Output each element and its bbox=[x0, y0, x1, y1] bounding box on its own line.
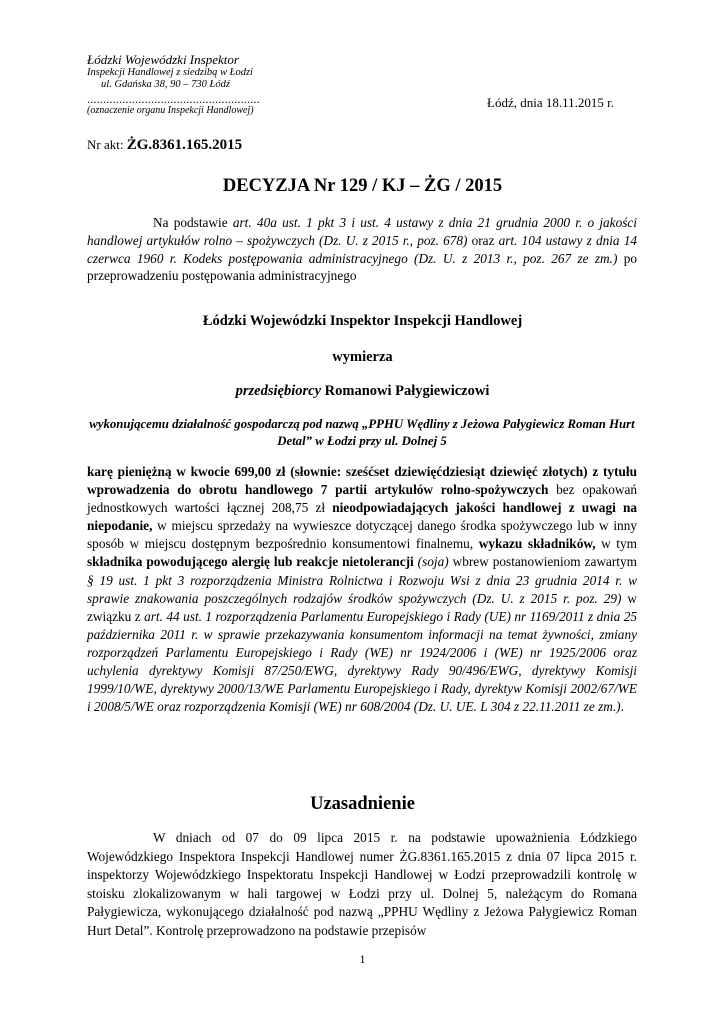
business-description: wykonującemu działalność gospodarczą pod nazwą „PPHU Wędliny z Jeżowa Pałygiewicz Roman Hurt Detal” w Łodzi przy ul. Dolnej 5 bbox=[89, 417, 635, 448]
penalty-ingredients: wykazu składników, bbox=[478, 536, 596, 552]
penalty-soy: (soja) bbox=[413, 554, 449, 570]
imposes-heading: wymierza bbox=[332, 349, 393, 365]
penalty-regulation-2: art. 44 ust. 1 rozporządzenia Parlamentu Europejskiego i Rady (UE) nr 1169/2011 z dnia 25 października 2011 r. w sprawie przekazywania konsumentom informacji na temat żywności, zmiany rozporządzeń Parlamentu Europejskiego i Rady (WE) nr 1924/2006 i (WE) nr 1925/2006 oraz uchylenia dyrektywy Komisji 87/250/EWG, dyrektywy Rady 90/496/EWG, dyrektywy Komisji 1999/10/WE, dyrektywy 2000/13/WE Parlamentu Europejskiego i Rady, dyrektyw Komisji 2002/67/WE i 2008/5/WE oraz rozporządzenia Komisji (WE) nr 608/2004 (Dz. U. UE. L 304 z 22.11.2011 ze zm.) bbox=[87, 608, 637, 715]
header-caption: (oznaczenie organu Inspekcji Handlowej) bbox=[87, 105, 254, 116]
page-number: 1 bbox=[359, 952, 366, 966]
intro-text-3: oraz bbox=[467, 232, 499, 248]
penalty-regulation-1: § 19 ust. 1 pkt 3 rozporządzenia Ministra Rolnictwa i Rozwoju Wsi z dnia 23 grudnia 2014 r. w sprawie znakowania poszczególnych rodzajów środków spożywczych (Dz. U. z 2015 r. poz. 29) bbox=[87, 572, 637, 606]
entrepreneur-label: przedsiębiorcy bbox=[235, 383, 322, 399]
intro-text-1: Na podstawie bbox=[153, 215, 233, 230]
intro-legal-basis-2: art. 104 ustawy z dnia 14 czerwca 1960 r. Kodeks postępowania administracyjnego (Dz. U. z 2013 r., poz. 267 ze zm.) bbox=[87, 232, 637, 266]
penalty-paragraph bbox=[87, 463, 637, 716]
justification-title: Uzasadnienie bbox=[310, 794, 415, 814]
header-seat-line: Inspekcji Handlowej z siedzibą w Łodzi bbox=[87, 67, 253, 78]
justification-text: W dniach od 07 do 09 lipca 2015 r. na podstawie upoważnienia Łódzkiego Wojewódzkiego Inspektora Inspekcji Handlowej numer ŻG.8361.165.2015 z dnia 07 lipca 2015 r. inspektorzy Wojewódzkiego Inspektoratu Inspekcji Handlowej w Łodzi przeprowadzili kontrolę w stoisku zlokalizowanym w hali targowej w Łodzi przy ul. Dolnej 5, należącym do Romana Pałygiewicza, wykonującego działalność pod nazwą „PPHU Wędliny z Jeżowa Pałygiewicz Roman Hurt Detal”. Kontrolę przeprowadzono na podstawie przepisów bbox=[87, 830, 637, 938]
act-number-label: Nr akt: bbox=[87, 137, 124, 152]
penalty-text-9: wbrew postanowieniom zawartym bbox=[448, 554, 637, 570]
act-number bbox=[87, 137, 242, 154]
intro-paragraph bbox=[87, 214, 637, 285]
authority-header bbox=[87, 52, 347, 117]
place-and-date: Łódź, dnia 18.11.2015 r. bbox=[487, 95, 614, 110]
penalty-text-4: w miejscu sprzedaży na wywieszce dotyczącej danego środka spożywczego lub w inny sposób w miejscu dostępnym bezpośrednio konsumentowi finalnemu, bbox=[87, 518, 637, 552]
act-number-value: ŻG.8361.165.2015 bbox=[126, 137, 243, 153]
entrepreneur-name: Romanowi Pałygiewiczowi bbox=[321, 383, 490, 399]
penalty-text-11: w związku z bbox=[87, 590, 637, 624]
penalty-text-2: bez opakowań jednostkowych wartości łącznej 208,75 zł bbox=[87, 482, 637, 516]
justification-paragraph bbox=[87, 829, 637, 941]
penalty-allergen: składnika powodującego alergię lub reakcje nietolerancji bbox=[87, 554, 414, 570]
intro-legal-basis-1: art. 40a ust. 1 pkt 3 i ust. 4 ustawy z dnia 21 grudnia 2000 r. o jakości handlowej artykułów rolno – spożywczych (Dz. U. z 2015 r., poz. 678) bbox=[87, 215, 637, 248]
penalty-text-13: . bbox=[620, 699, 624, 715]
entrepreneur-line bbox=[0, 383, 725, 400]
penalty-amount: karę pieniężną w kwocie 699,00 zł (słownie: sześćset dziewięćdziesiąt dziewięć złotych) z tytułu wprowadzenia do obrotu handlowego 7 partii artykułów rolno-spożywczych bbox=[87, 464, 637, 498]
decision-title: DECYZJA Nr 129 / KJ – ŻG / 2015 bbox=[222, 176, 503, 196]
intro-text-5: po przeprowadzeniu postępowania administracyjnego bbox=[87, 250, 638, 284]
header-address-line: ul. Gdańska 38, 90 – 730 Łódź bbox=[101, 79, 230, 90]
header-dotted-line: ...................................................... bbox=[87, 92, 260, 106]
penalty-quality: nieodpowiadających jakości handlowej z uwagi na niepodanie, bbox=[87, 500, 637, 534]
authority-name: Łódzki Wojewódzki Inspektor Inspekcji Handlowej bbox=[202, 313, 523, 329]
penalty-text-6: w tym bbox=[595, 536, 637, 552]
header-inspector-line: Łódzki Wojewódzki Inspektor bbox=[87, 52, 239, 67]
